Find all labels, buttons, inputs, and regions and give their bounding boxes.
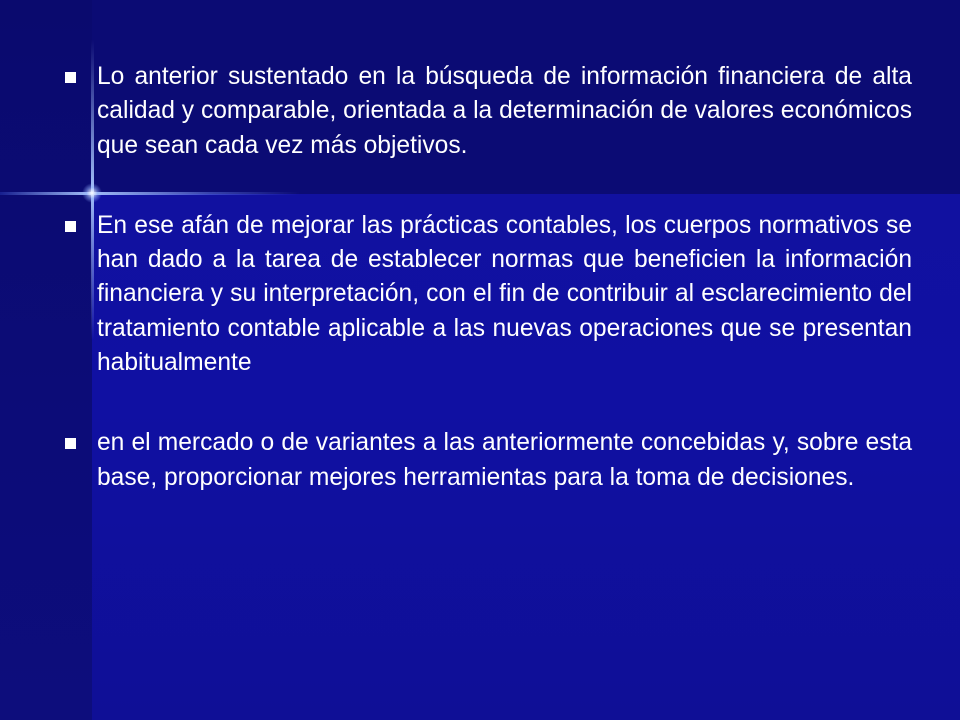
bullet-item-2 <box>62 209 912 380</box>
bullet-text-2: En ese afán de mejorar las prácticas contables, los cuerpos normativos se han dado a la tarea de establecer normas que beneficien la información financiera y su interpretación, con el fin de contribuir al esclarecimiento del tratamiento contable aplicable a las nuevas operaciones que se presentan habitualmente <box>97 211 912 377</box>
bullet-text-3: en el mercado o de variantes a las anteriormente concebidas y, sobre esta base, proporcionar mejores herramientas para la toma de decisiones. <box>97 429 912 491</box>
square-bullet-icon <box>65 438 76 449</box>
bullet-item-3 <box>62 426 912 495</box>
bullet-list <box>62 60 912 495</box>
square-bullet-icon <box>65 72 76 83</box>
bullet-item-1 <box>62 60 912 163</box>
bullet-text-1: Lo anterior sustentado en la búsqueda de información financiera de alta calidad y comparable, orientada a la determinación de valores económicos que sean cada vez más objetivos. <box>97 63 912 159</box>
square-bullet-icon <box>65 221 76 232</box>
